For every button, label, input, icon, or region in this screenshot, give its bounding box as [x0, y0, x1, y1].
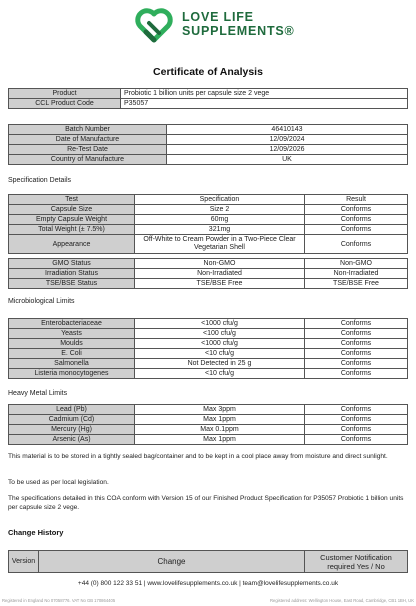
heart-logo-icon	[132, 2, 176, 46]
table-cell: Non-GMO	[305, 259, 408, 269]
table-cell: <1000 cfu/g	[135, 319, 305, 329]
spec-details-heading: Specification Details	[8, 177, 72, 184]
brand-logo	[130, 2, 330, 48]
table-row	[9, 269, 408, 279]
storage-note: This material is to be stored in a tightly sealed bag/container and to be kept in a cool place away from moisture and direct sunlight.	[8, 453, 388, 460]
table-header-cell: Test	[9, 195, 135, 205]
table-row	[9, 359, 408, 369]
table-row	[9, 205, 408, 215]
table-cell: Conforms	[305, 339, 408, 349]
table-cell: Cadmium (Cd)	[9, 415, 135, 425]
table-cell: Date of Manufacture	[9, 135, 167, 145]
table-cell: Off-White to Cream Powder in a Two-Piece Clear Vegetarian Shell	[135, 235, 305, 254]
table-cell: Probiotic 1 billion units per capsule size 2 vege	[121, 89, 408, 99]
table-cell: Conforms	[305, 415, 408, 425]
table-row	[9, 405, 408, 415]
table-cell: Non-Irradiated	[305, 269, 408, 279]
table-cell: Max 1ppm	[135, 435, 305, 445]
table-row	[9, 155, 408, 165]
table-row	[9, 425, 408, 435]
table-row	[9, 225, 408, 235]
table-row	[9, 259, 408, 269]
change-history-table	[8, 550, 408, 573]
table-cell: 321mg	[135, 225, 305, 235]
table-row	[9, 319, 408, 329]
table-header-row	[9, 195, 408, 205]
table-cell: <100 cfu/g	[135, 329, 305, 339]
table-row	[9, 215, 408, 225]
table-cell: <1000 cfu/g	[135, 339, 305, 349]
table-cell: Conforms	[305, 359, 408, 369]
table-cell: 12/09/2026	[167, 145, 408, 155]
table-cell: GMO Status	[9, 259, 135, 269]
table-row	[9, 235, 408, 254]
table-cell: CCL Product Code	[9, 99, 121, 109]
metals-table	[8, 404, 408, 445]
table-row	[9, 415, 408, 425]
table-cell: Conforms	[305, 235, 408, 254]
table-cell: Max 0.1ppm	[135, 425, 305, 435]
page-title: Certificate of Analysis	[153, 66, 263, 78]
table-row	[9, 349, 408, 359]
table-header-cell: Customer Notification required Yes / No	[305, 551, 408, 573]
table-cell: Appearance	[9, 235, 135, 254]
table-row	[9, 329, 408, 339]
table-cell: Irradiation Status	[9, 269, 135, 279]
micro-heading: Microbiological Limits	[8, 298, 75, 305]
table-cell: Conforms	[305, 349, 408, 359]
table-header-cell: Change	[39, 551, 305, 573]
table-cell: Max 1ppm	[135, 415, 305, 425]
table-row	[9, 369, 408, 379]
footer-legal-left: Registered in England No 07058776. VAT No GB 170864405	[2, 598, 116, 603]
metals-heading: Heavy Metal Limits	[8, 390, 68, 397]
brand-line2: SUPPLEMENTS®	[182, 24, 295, 38]
table-row	[9, 99, 408, 109]
table-cell: Conforms	[305, 405, 408, 415]
table-cell: Conforms	[305, 215, 408, 225]
spec-table	[8, 194, 408, 254]
table-cell: Non-Irradiated	[135, 269, 305, 279]
table-cell: Conforms	[305, 329, 408, 339]
table-cell: E. Coli	[9, 349, 135, 359]
table-row	[9, 435, 408, 445]
legislation-note: To be used as per local legislation.	[8, 479, 109, 486]
micro-table	[8, 318, 408, 379]
table-cell: Moulds	[9, 339, 135, 349]
table-cell: Listeria monocytogenes	[9, 369, 135, 379]
table-row	[9, 339, 408, 349]
table-row	[9, 135, 408, 145]
table-cell: Mercury (Hg)	[9, 425, 135, 435]
table-cell: Conforms	[305, 435, 408, 445]
table-cell: Non-GMO	[135, 259, 305, 269]
table-cell: 60mg	[135, 215, 305, 225]
table-cell: Re-Test Date	[9, 145, 167, 155]
table-row	[9, 279, 408, 289]
brand-name	[182, 10, 295, 38]
table-cell: Empty Capsule Weight	[9, 215, 135, 225]
table-header-cell: Specification	[135, 195, 305, 205]
table-cell: Conforms	[305, 369, 408, 379]
table-cell: Conforms	[305, 425, 408, 435]
table-cell: Conforms	[305, 205, 408, 215]
table-cell: Enterobacteriaceae	[9, 319, 135, 329]
table-header-row	[9, 551, 408, 573]
table-cell: Not Detected in 25 g	[135, 359, 305, 369]
brand-line1: LOVE LIFE	[182, 10, 254, 24]
table-cell: Total Weight (± 7.5%)	[9, 225, 135, 235]
table-cell: UK	[167, 155, 408, 165]
product-table	[8, 88, 408, 109]
table-row	[9, 125, 408, 135]
table-header-cell: Version	[9, 551, 39, 573]
table-cell: Lead (Pb)	[9, 405, 135, 415]
table-cell: TSE/BSE Status	[9, 279, 135, 289]
footer-legal	[2, 598, 414, 603]
table-cell: <10 cfu/g	[135, 349, 305, 359]
conformance-note: The specifications detailed in this COA conform with Version 15 of our Finished Product Specification for P35057 Probiotic 1 billion units per capsule size 2 vege.	[8, 495, 404, 511]
table-cell: Capsule Size	[9, 205, 135, 215]
table-row	[9, 89, 408, 99]
table-cell: Product	[9, 89, 121, 99]
table-cell: Arsenic (As)	[9, 435, 135, 445]
batch-table	[8, 124, 408, 165]
status-table	[8, 258, 408, 289]
table-cell: Country of Manufacture	[9, 155, 167, 165]
table-cell: P35057	[121, 99, 408, 109]
table-cell: TSE/BSE Free	[305, 279, 408, 289]
table-cell: Conforms	[305, 225, 408, 235]
table-cell: <10 cfu/g	[135, 369, 305, 379]
table-cell: Batch Number	[9, 125, 167, 135]
table-row	[9, 145, 408, 155]
table-cell: Salmonella	[9, 359, 135, 369]
table-cell: Size 2	[135, 205, 305, 215]
table-cell: Conforms	[305, 319, 408, 329]
table-cell: Yeasts	[9, 329, 135, 339]
table-cell: TSE/BSE Free	[135, 279, 305, 289]
table-cell: 12/09/2024	[167, 135, 408, 145]
footer-legal-right: Registered address: Wellington House, East Road, Cambridge, CB1 1BH, UK	[270, 598, 414, 603]
table-cell: Max 3ppm	[135, 405, 305, 415]
table-header-cell: Result	[305, 195, 408, 205]
footer-contact: +44 (0) 800 122 33 51 | www.lovelifesupplements.co.uk | team@lovelifesupplements.co.uk	[77, 580, 339, 587]
table-cell: 46410143	[167, 125, 408, 135]
change-history-heading: Change History	[8, 528, 64, 537]
